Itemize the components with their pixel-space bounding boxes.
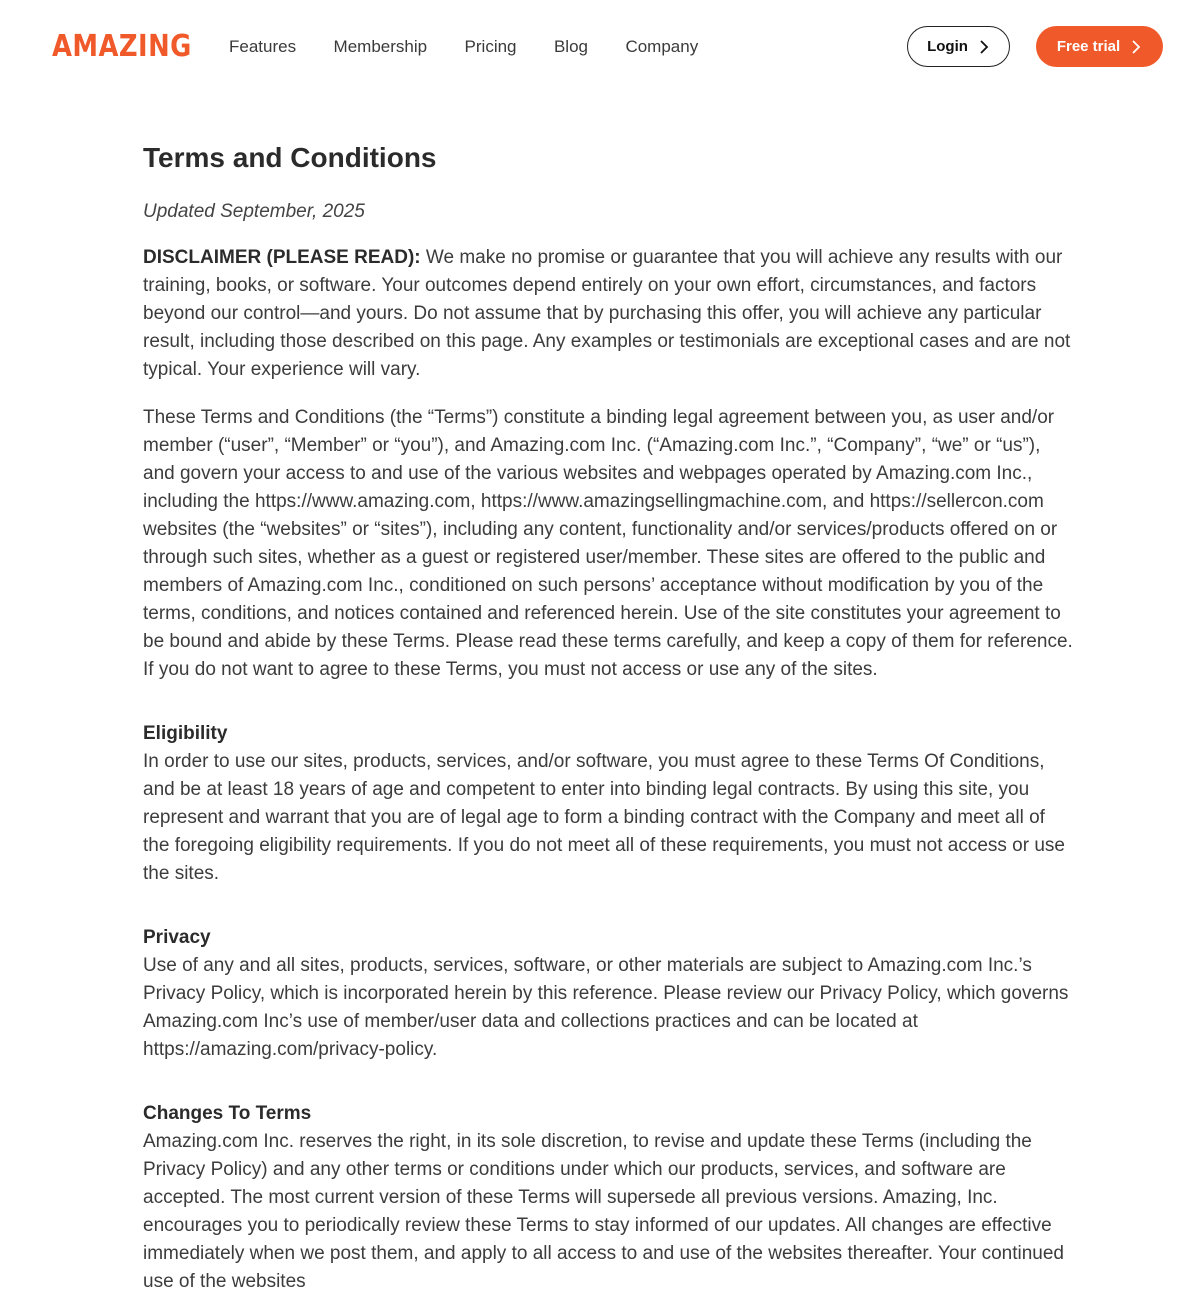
nav-membership[interactable]: Membership [333, 37, 428, 56]
chevron-right-icon [978, 40, 990, 54]
nav-company[interactable]: Company [625, 37, 699, 56]
login-button[interactable] [907, 26, 1010, 67]
main-nav [229, 36, 731, 58]
section-privacy [143, 924, 1073, 1064]
brand-logo[interactable]: AMAZING [52, 29, 192, 64]
chevron-right-icon [1130, 40, 1142, 54]
section-heading: Changes To Terms [143, 1103, 312, 1124]
free-trial-button-label: Free trial [1056, 38, 1121, 55]
section-body: Use of any and all sites, products, services, software, or other materials are subject to Amazing.com Inc.’s Privacy Policy, which is incorporated herein by this reference. Please review our Privacy Policy, which governs Amazing.com Inc’s use of member/user data and collections practices and can be located at https://amazing.com/privacy-policy. [143, 955, 1069, 1060]
disclaimer-label: DISCLAIMER (PLEASE READ): [143, 247, 421, 268]
nav-features[interactable]: Features [229, 37, 297, 56]
section-heading: Eligibility [143, 723, 228, 744]
section-changes-to-terms [143, 1100, 1073, 1296]
login-button-label: Login [927, 38, 968, 55]
page-title: Terms and Conditions [143, 142, 437, 173]
nav-blog[interactable]: Blog [553, 37, 588, 56]
section-body: Amazing.com Inc. reserves the right, in its sole discretion, to revise and update these Terms (including the Privacy Policy) and any other terms or conditions under which our products, services, and software are accepted. The most current version of these Terms will supersede all previous versions. Amazing, Inc. encourages you to periodically review these Terms to stay informed of our updates. All changes are effective immediately when we post them, and apply to all access to and use of the websites thereafter. Your continued use of the websites [143, 1131, 1064, 1292]
section-heading: Privacy [143, 927, 211, 948]
terms-content [143, 132, 1073, 1296]
nav-pricing[interactable]: Pricing [464, 37, 517, 56]
updated-date: Updated September, 2025 [143, 201, 365, 222]
disclaimer-paragraph [143, 244, 1073, 384]
intro-paragraph: These Terms and Conditions (the “Terms”) constitute a binding legal agreement between you, as user and/or member (“user”, “Member” or “you”), and Amazing.com Inc. (“Amazing.com Inc.”, “Company”, “we” or “us”), and govern your access to and use of the various websites and webpages operated by Amazing.com Inc., including the https://www.amazing.com, https://www.amazingsellingmachine.com, and https://sellercon.com websites (the “websites” or “sites”), including any content, functionality and/or services/products offered on or through such sites, whether as a guest or registered user/member. These sites are offered to the public and members of Amazing.com Inc., conditioned on such persons’ acceptance without modification by you of the terms, conditions, and notices contained and referenced herein. Use of the site constitutes your agreement to be bound and abide by these Terms. Please read these terms carefully, and keep a copy of them for reference. If you do not want to agree to these Terms, you must not access or use any of the sites. [143, 407, 1073, 680]
section-body: In order to use our sites, products, services, and/or software, you must agree to these Terms Of Conditions, and be at least 18 years of age and competent to enter into binding legal contracts. By using this site, you represent and warrant that you are of legal age to form a binding contract with the Company and meet all of the foregoing eligibility requirements. If you do not meet all of these requirements, you must not access or use the sites. [143, 751, 1065, 884]
section-eligibility [143, 720, 1073, 888]
site-header [0, 0, 1200, 92]
free-trial-button[interactable] [1036, 26, 1163, 67]
disclaimer-text: We make no promise or guarantee that you will achieve any results with our training, books, or software. Your outcomes depend entirely on your own effort, circumstances, and factors beyond our control—and yours. Do not assume that by purchasing this offer, you will achieve any particular result, including those described on this page. Any examples or testimonials are exceptional cases and are not typical. Your experience will vary. [143, 247, 1071, 380]
